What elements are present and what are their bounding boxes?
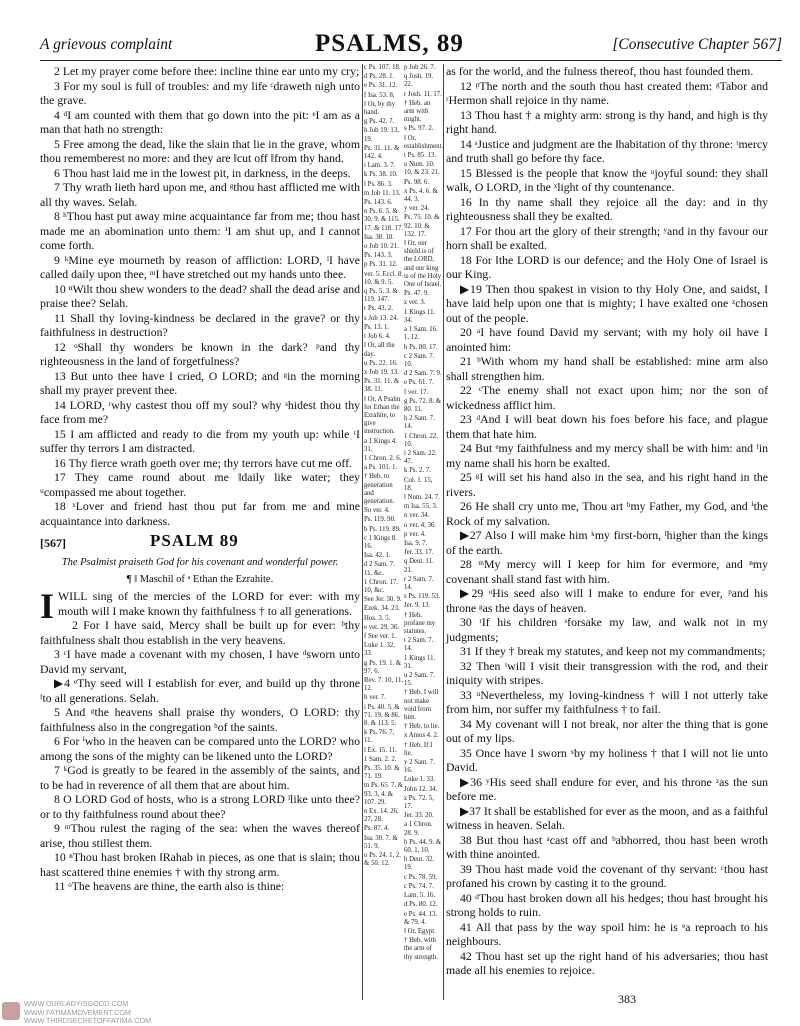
verse: 9 ᵐThou rulest the raging of the sea: when the waves thereof arise, thou stillest them.	[40, 821, 360, 850]
cross-reference: † Heb. to generation and generation.	[364, 473, 395, 505]
verse: 24 But ᵉmy faithfulness and my mercy shall be with him: and ᶠin my name shall his horn be exalted.	[446, 441, 768, 470]
verse: 10 ⁿWilt thou shew wonders to the dead? shall the dead arise and praise thee? Selah.	[40, 281, 360, 310]
cross-reference: Col. 1. 15, 18.	[404, 476, 433, 492]
cross-reference: Ps. 13. 1.	[364, 323, 390, 331]
cross-reference: Ps. 47. 9.	[404, 290, 430, 298]
cross-reference: b Ps. 80. 17.	[404, 343, 438, 351]
verse: 13 But unto thee have I cried, O LORD; and ᵍin the morning shall my prayer prevent thee.	[40, 368, 360, 397]
column-rule	[362, 64, 363, 1000]
cross-reference: z ver. 3.	[404, 299, 426, 307]
cross-reference: l Num. 24. 7.	[404, 493, 440, 501]
footer-url: WWW.FATIMAMOVEMENT.COM	[24, 1007, 131, 1017]
verse: 15 Blessed is the people that know the ᵘjoyful sound: they shall walk, O LORD, in the ˣlight of thy countenance.	[446, 165, 768, 194]
verse-1-text: WILL sing of the mercies of the LORD for ever: with my mouth will I make known thy faithfulness † to all generations.	[58, 589, 360, 618]
cross-reference: † Heb. with the arm of thy strength.	[404, 937, 438, 961]
cross-reference: † Heb. If I lie.	[404, 741, 433, 757]
cross-reference: d Ps. 80. 12.	[404, 901, 438, 909]
cross-reference: e Ps. 31. 12.	[364, 82, 398, 90]
cross-reference: So ver. 4.	[364, 507, 390, 515]
cross-reference: c 2 Sam. 7. 10.	[404, 352, 435, 368]
verse: 25 ᵍI will set his hand also in the sea, and his right hand in the rivers.	[446, 470, 768, 499]
cross-reference: Ps. 143. 3.	[364, 252, 393, 260]
verse: 42 Thou hast set up the right hand of his adversaries; thou hast made all his enemies to rejoice.	[446, 948, 768, 977]
right-text-column	[446, 64, 768, 978]
cross-reference: Isa. 30. 7. & 51. 9.	[364, 834, 398, 850]
cross-reference: t Ps. 85. 13.	[404, 152, 437, 160]
cross-reference: r Ps. 43. 2.	[364, 305, 394, 313]
footer-url: WWW.OURLADYISGOOD.COM	[24, 999, 129, 1008]
verse: 30 ʳIf his children ˢforsake my law, and walk not in my judgments;	[446, 615, 768, 644]
cross-reference: e ver. 29, 36.	[364, 623, 400, 631]
verse: 5 And ᵍthe heavens shall praise thy wonders, O LORD: thy faithfulness also in the congregation ʰof the saints.	[40, 705, 360, 734]
verse: ▶36 ʸHis seed shall endure for ever, and his throne ᶻas the sun before me.	[446, 774, 768, 803]
cross-reference: ‖ Or, Egypt.	[404, 927, 436, 935]
verse: 15 I am afflicted and ready to die from my youth up: while ᵗI suffer thy terrors I am distracted.	[40, 426, 360, 455]
verse: 13 Thou hast † a mighty arm: strong is thy hand, and high is thy right hand.	[446, 107, 768, 136]
cross-reference: x Amos 4. 2.	[404, 732, 439, 740]
cross-reference: 1 Chron. 17. 10, &c.	[364, 578, 398, 594]
verse: 5 Free among the dead, like the slain that lie in the grave, whom thou rememberest no more: and they are ‖cut off ‖from thy hand.	[40, 136, 360, 165]
cross-reference: k Ps. 2. 7.	[404, 467, 431, 475]
cross-reference: b Ps. 119. 89.	[364, 525, 401, 533]
psalm-heading	[40, 531, 360, 554]
verse: 26 He shall cry unto me, Thou art ʰmy Father, my God, and ⁱthe Rock of my salvation.	[446, 499, 768, 528]
verse: 7 ᵏGod is greatly to be feared in the assembly of the saints, and to be had in reverence of all them that are about him.	[40, 763, 360, 792]
verse: 23 ᵈAnd I will beat down his foes before his face, and plague them that hate him.	[446, 412, 768, 441]
cross-reference: i Lam. 3. 7.	[364, 162, 396, 170]
verse: 4 ᵈI am counted with them that go down into the pit: ᵉI am as a man that hath no strength:	[40, 107, 360, 136]
cross-reference: t Job 6. 4.	[364, 333, 391, 341]
verse: 2 Let my prayer come before thee: incline thine ear unto my cry;	[54, 64, 360, 78]
verse: 6 For ⁱwho in the heaven can be compared unto the LORD? who among the sons of the mighty can be likened unto the LORD?	[40, 734, 360, 763]
cross-reference: u Ps. 22. 16.	[364, 359, 398, 367]
cross-reference: o Job 10. 21.	[364, 243, 399, 251]
cross-reference: p Job 26. 7.	[404, 64, 436, 71]
cross-reference: i 2 Sam. 22. 47.	[404, 449, 437, 466]
verse: 2 For I have said, Mercy shall be built up for ever: ᵇthy faithfulness shalt thou establish in the very heavens.	[40, 618, 360, 647]
cross-reference: k Ps. 38. 10.	[364, 171, 398, 179]
verse: 11 ᵒThe heavens are thine, the earth also is thine:	[54, 879, 285, 893]
cross-reference: Luke 1. 33.	[404, 776, 435, 784]
verse: 17 They came round about me ‖daily like water; they ᵘcompassed me about together.	[40, 470, 360, 499]
cross-reference: f See ver. 1.	[364, 633, 397, 640]
verse: 20 ᵃI have found David my servant; with my holy oil have I anointed him:	[446, 325, 768, 354]
verse: 18 ˣLover and friend hast thou put far from me and mine acquaintance into darkness.	[40, 499, 360, 528]
cross-reference: o Ps. 24. 1, 2. & 50. 12.	[364, 852, 402, 868]
verse: 22 ᶜThe enemy shall not exact upon him; nor the son of wickedness afflict him.	[446, 383, 768, 412]
site-logo-icon	[2, 1002, 20, 1020]
cross-reference: g Ps. 19. 1. & 97. 6.	[364, 659, 402, 675]
cross-reference: n ver. 34.	[404, 512, 430, 520]
cross-reference: Ps. 31. 11. & 38. 11.	[364, 378, 400, 394]
cross-reference: l Ps. 86. 3.	[364, 180, 393, 188]
cross-reference: 1 Chron. 22. 10.	[404, 432, 438, 448]
cross-reference: e Ps. 61. 7.	[404, 379, 434, 387]
cross-reference: a 1 Chron. 28. 9.	[404, 821, 433, 837]
cross-reference: Ps. 143. 6.	[364, 199, 393, 207]
cross-reference: k Ps. 76. 7, 11.	[364, 729, 395, 745]
verse: 3 ᶜI have made a covenant with my chosen, I have ᵈsworn unto David my servant,	[40, 647, 360, 676]
column-rule	[443, 64, 444, 1000]
verse: ▶19 Then thou spakest in vision to thy Holy One, and saidst, I have laid help upon one that is mighty; I have exalted one ᶻchosen out of the people.	[446, 281, 768, 325]
verse: ▶4 ᵉThy seed will I establish for ever, and build up thy throne ᶠto all generations. Selah.	[40, 676, 360, 705]
verse: 12 ᵒShall thy wonders be known in the dark? ᵖand thy righteousness in the land of forgetfulness?	[40, 339, 360, 368]
cross-reference: Ps. 87. 4.	[364, 825, 390, 833]
cross-reference: n Ex. 14. 26, 27, 28.	[364, 808, 399, 824]
verse: 8 O LORD God of hosts, who is a strong LORD ˡlike unto thee? or to thy faithfulness round about thee?	[40, 792, 360, 821]
verse: 6 Thou hast laid me in the lowest pit, in darkness, in the deeps.	[54, 165, 351, 180]
cross-reference: Ps. 119. 90.	[364, 516, 396, 524]
cross-reference: f ver. 17.	[404, 388, 429, 396]
verse: 35 Once have I sworn ˣby my holiness † that I will not lie unto David.	[446, 745, 768, 774]
verse: 16 In thy name shall they rejoice all the day: and in thy righteousness shall they be exalted.	[446, 194, 768, 223]
cross-reference: Isa. 38. 18.	[364, 233, 395, 241]
verse-1	[40, 586, 360, 626]
cross-reference: x Job 19. 13.	[364, 368, 399, 376]
cross-reference: Luke 1. 32, 33.	[364, 642, 395, 658]
cross-reference: s Job 13. 24.	[364, 314, 399, 322]
psalm-summary: The Psalmist praiseth God for his covenant and wonderful power.	[61, 557, 339, 568]
psalm-88-verses	[40, 64, 360, 528]
cross-reference: o ver. 4, 36.	[404, 521, 437, 529]
psalm-title: PSALM 89	[150, 531, 239, 550]
verse: 28 ᵐMy mercy will I keep for him for evermore, and ⁿmy covenant shall stand fast with him.	[446, 557, 768, 586]
cross-reference: d Ps. 28. 1.	[364, 73, 395, 81]
drop-cap: I	[40, 586, 55, 626]
cross-reference: c Ps. 107. 18.	[364, 64, 401, 71]
cross-reference: m Ps. 65. 7. & 93. 3, 4. & 107. 29.	[364, 782, 404, 806]
cross-reference: † Heb. an arm with might.	[404, 99, 431, 124]
cross-reference: Rev. 7. 10, 11, 12.	[364, 677, 404, 693]
cross-reference: y ver. 24.	[404, 205, 430, 213]
verse: as for the world, and the fulness thereof, thou hast founded them.	[446, 64, 754, 78]
psalm-superscription: ¶ ‖ Maschil of ᵃ Ethan the Ezrahite.	[126, 573, 274, 585]
cross-reference: ‖ Or, establishment.	[404, 134, 444, 150]
cross-reference: 1 Sam. 2. 2.	[364, 755, 397, 763]
watermark-urls	[24, 1000, 151, 1026]
cross-reference: f Isa. 53. 8.	[364, 91, 395, 99]
cross-reference: See Jer. 30. 9.	[364, 596, 402, 604]
cross-reference: a Ps. 101. 1.	[364, 464, 398, 472]
cross-reference: c Ps. 74. 7.	[404, 882, 434, 890]
cross-reference: Hos. 3. 5.	[364, 614, 391, 622]
verse: ▶29 ᵒHis seed also will I make to endure for ever, ᵖand his throne ᵍas the days of heaven.	[446, 586, 768, 615]
cross-reference: Ps. 31. 11. & 142. 4.	[364, 144, 400, 161]
cross-reference: u Num. 10. 10. & 23. 21.	[404, 161, 440, 177]
verse: 40 ᵈThou hast broken down all his hedges; thou hast brought his strong holds to ruin.	[446, 890, 768, 919]
cross-reference: x Ps. 4. 6. & 44. 3.	[404, 187, 438, 204]
cross-reference: h ver. 7.	[364, 694, 386, 702]
verse: 9 ᵏMine eye mourneth by reason of affliction: LORD, ˡI have called daily upon thee, ᵐI have stretched out my hands unto thee.	[40, 252, 360, 281]
verse: 10 ⁿThou hast broken ‖Rahab in pieces, as one that is slain; thou hast scattered thine enemies † with thy strong arm.	[40, 850, 360, 879]
verse: 32 Then ᵗwill I visit their transgression with the rod, and their iniquity with stripes.	[446, 658, 768, 687]
cross-references-col-2	[404, 64, 442, 963]
cross-reference: Ps. 35. 10. & 71. 19.	[364, 765, 400, 781]
cross-reference: d 2 Sam. 7. 9.	[404, 370, 442, 378]
cross-reference: t 2 Sam. 7. 14.	[404, 637, 434, 653]
cross-reference: s Ps. 119. 53.	[404, 593, 441, 601]
verse: ▶37 It shall be established for ever as the moon, and as a faithful witness in heaven. Selah.	[446, 803, 768, 832]
verse: 34 My covenant will I not break, nor alter the thing that is gone out of my lips.	[446, 716, 768, 745]
verse: 8 ʰThou hast put away mine acquaintance far from me; thou hast made me an abomination unto them: ⁱI am shut up, and I cannot come forth.	[40, 209, 360, 252]
cross-reference: g Ps. 72. 8. & 80. 11.	[404, 397, 442, 413]
verse: 33 ᵘNevertheless, my loving-kindness † will I not utterly take from him, nor suffer my faithfulness † to fail.	[446, 687, 768, 716]
running-head-left: A grievous complaint	[40, 36, 173, 53]
cross-reference: ‖ Or, by thy hand.	[364, 100, 396, 117]
book-chapter-title: PSALMS, 89	[315, 30, 464, 57]
cross-reference: Isa. 9. 7.	[404, 539, 428, 547]
cross-reference: c 1 Kings 8. 16.	[364, 534, 397, 550]
consecutive-chapter-label: [Consecutive Chapter 567]	[612, 36, 782, 53]
cross-reference: r 2 Sam. 7. 14.	[404, 575, 434, 591]
cross-reference: z Ps. 72. 5, 17.	[404, 794, 434, 811]
verse: 14 LORD, ʳwhy castest thou off my soul? why ˢhidest thou thy face from me?	[40, 397, 360, 426]
cross-reference: q Josh. 19. 22.	[404, 73, 434, 89]
cross-reference: d 2 Sam. 7. 11. &c.	[364, 561, 395, 577]
cross-reference: h Job 19. 13, 19.	[364, 127, 399, 143]
cross-reference: q Ps. 5. 3. & 119. 147.	[364, 288, 398, 304]
cross-reference: Isa. 42. 1.	[364, 552, 391, 560]
cross-reference: g Ps. 42. 7.	[364, 118, 395, 126]
verse: 21 ᵇWith whom my hand shall be established: mine arm also shall strengthen him.	[446, 354, 768, 383]
cross-reference: Lam. 5. 16.	[404, 892, 436, 900]
verse: 41 All that pass by the way spoil him: he is ᵉa reproach to his neighbours.	[446, 919, 768, 948]
verse: 38 But thou hast ᵃcast off and ᵇabhorred, thou hast been wroth with thine anointed.	[446, 832, 768, 861]
verse: 16 Thy fierce wrath goeth over me; thy terrors have cut me off.	[54, 455, 352, 470]
cross-reference: p ver. 4.	[404, 530, 426, 538]
cross-reference: y 2 Sam. 7. 16.	[404, 759, 435, 775]
cross-reference: b Ps. 44. 9. & 60. 1, 10.	[404, 838, 442, 855]
cross-reference: b Deut. 32. 19.	[404, 856, 435, 872]
cross-reference: ‖ Or, our shield is of the LORD, and our king is of the Holy One of Israel.	[404, 240, 442, 289]
cross-reference: s Ps. 97. 2.	[404, 125, 434, 133]
cross-reference: m Isa. 55. 3.	[404, 503, 438, 511]
left-text-column	[40, 64, 360, 894]
verse: 3 For my soul is full of troubles: and my life ᶜdraweth nigh unto the grave.	[40, 78, 360, 107]
cross-reference: Ps. 75. 10. & 92. 10. & 132. 17.	[404, 214, 440, 238]
cross-references-col-1	[364, 64, 404, 869]
cross-reference: Jer. 33. 17.	[404, 549, 434, 557]
page-header	[40, 30, 782, 61]
cross-reference: r Josh. 11. 17.	[404, 90, 442, 98]
cross-reference: q Deut. 11. 21.	[404, 558, 434, 574]
cross-reference: e Ps. 44. 13. & 79. 4.	[404, 910, 438, 926]
verse: 11 Shall thy loving-kindness be declared in the grave? or thy faithfulness in destruction?	[40, 310, 360, 339]
cross-reference: Jer. 33. 20.	[404, 812, 434, 820]
cross-reference: u 2 Sam. 7. 15.	[404, 672, 435, 688]
cross-reference: 1 Kings 11. 34.	[404, 308, 436, 324]
cross-reference: a 1 Sam. 16. 1, 12.	[404, 326, 438, 342]
cross-reference: p Ps. 31. 12.	[364, 261, 398, 269]
verse: 14 ˢJustice and judgment are the ‖habitation of thy throne: ᵗmercy and truth shall go before thy face.	[446, 136, 768, 165]
verse: 17 For thou art the glory of their strength; ʸand in thy favour our horn shall be exalted.	[446, 223, 768, 252]
cross-reference: † Heb. to lie.	[404, 723, 440, 731]
cross-reference: † Heb. I will not make void from him.	[404, 689, 439, 722]
cross-reference: John 12. 34.	[404, 785, 438, 793]
cross-reference: 1 Kings 11. 31.	[404, 654, 436, 670]
cross-reference: 1 Chron. 2. 6.	[364, 454, 402, 462]
verse: 31 If they † break my statutes, and keep not my commandments;	[460, 644, 766, 658]
cross-reference: ver. 5. Eccl. 8. 10. & 9. 5.	[364, 270, 404, 286]
cross-reference: Ps. 98. 6.	[404, 178, 430, 186]
cross-reference: ‖ Or, all the day.	[364, 342, 395, 358]
cross-reference: c Ps. 78. 59.	[404, 873, 438, 881]
verse: 7 Thy wrath lieth hard upon me, and ᵍthou hast afflicted me with all thy waves. Selah.	[40, 180, 360, 209]
cross-reference: n Ps. 6. 5. & 30. 9. & 115. 17. & 118. 17.	[364, 208, 404, 232]
page-number: 383	[618, 992, 636, 1006]
cross-reference: a 1 Kings 4. 31.	[364, 437, 397, 453]
chapter-number: [567]	[40, 536, 66, 550]
verse: 18 For ‖the LORD is our defence; and the Holy One of Israel is our King.	[446, 252, 768, 281]
verse: 39 Thou hast made void the covenant of thy servant: ᶜthou hast profaned his crown by casting it to the ground.	[446, 861, 768, 890]
cross-reference: i Ps. 40. 5. & 71. 19. & 86. 8. & 113. 5.	[364, 703, 400, 728]
verse: ▶27 Also I will make him ᵏmy first-born, ˡhigher than the kings of the earth.	[446, 528, 768, 557]
footer-url: WWW.THIRDSECRETOFFATIMA.COM	[24, 1016, 152, 1025]
cross-reference: ‖ Or, A Psalm for Ethan the Ezrahite, to give instruction.	[364, 395, 401, 436]
cross-reference: h 2 Sam. 7. 14.	[404, 415, 435, 431]
cross-reference: Ezek. 34. 23.	[364, 605, 400, 613]
verse: 12 ᵖThe north and the south thou hast created them: ᵍTabor and ʳHermon shall rejoice in thy name.	[446, 78, 768, 107]
cross-reference: Jer. 9. 13.	[404, 602, 431, 610]
cross-reference: l Ex. 15. 11.	[364, 746, 397, 754]
psalm-89-verses-left	[40, 618, 360, 894]
cross-reference: m Job 11. 13.	[364, 189, 401, 197]
cross-reference: † Heb. profane my statutes.	[404, 611, 436, 635]
